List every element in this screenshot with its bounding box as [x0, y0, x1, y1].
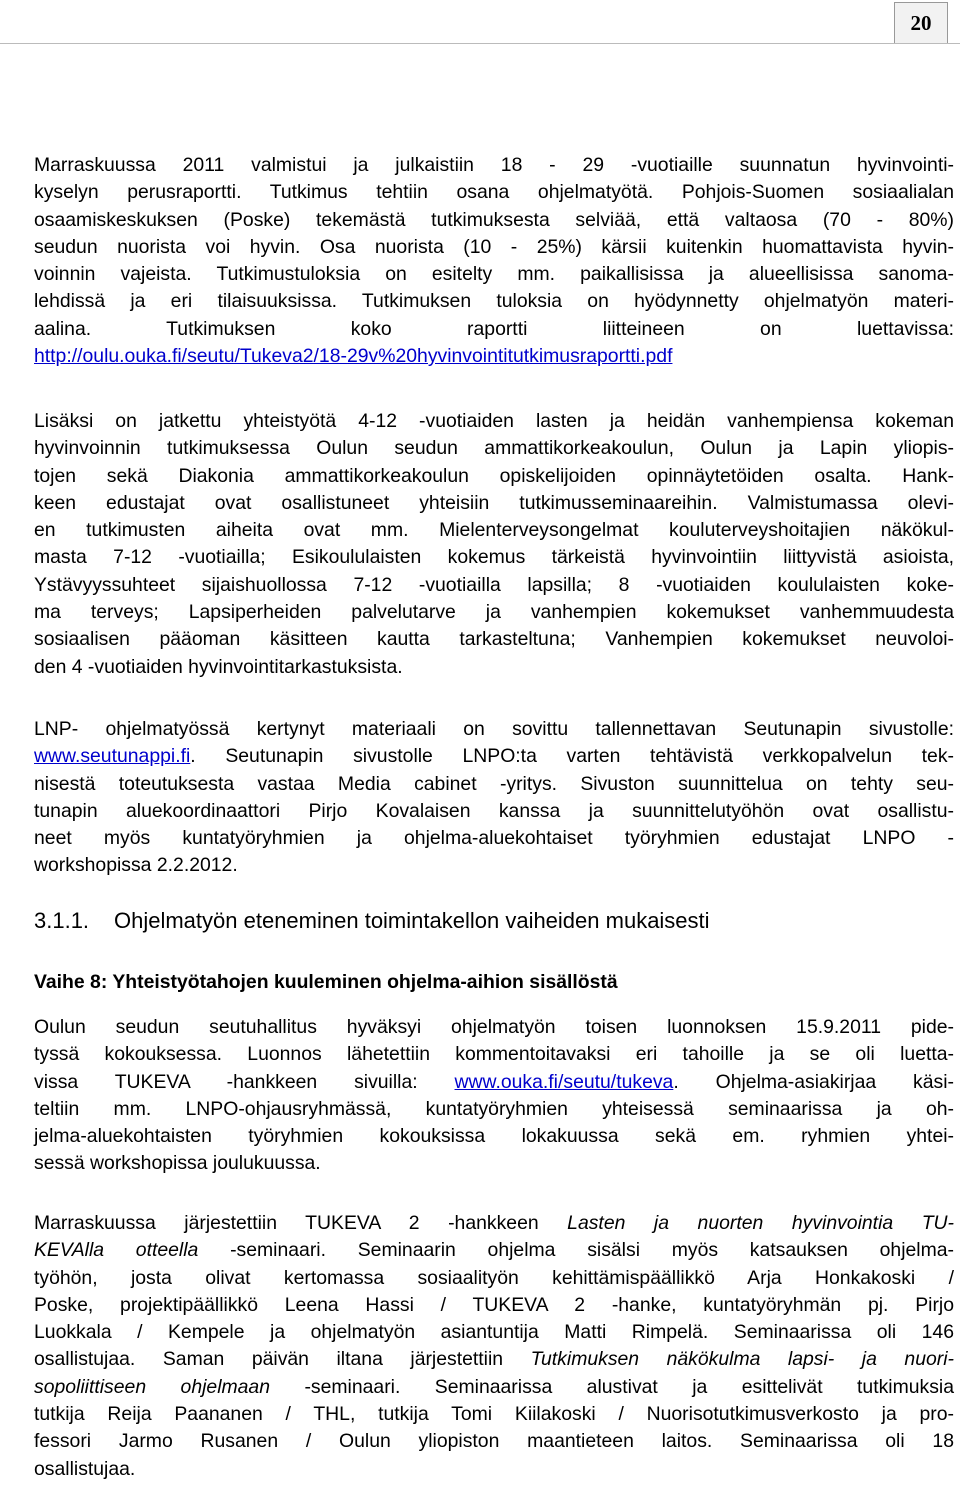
page-number: 20: [894, 2, 948, 44]
text-line: sessä workshopissa joulukuussa.: [34, 1152, 321, 1175]
text-line: voinnin vajeista. Tutkimustuloksia on esitelty mm. paikallisissa ja alueellisissa sanoma-: [34, 263, 954, 286]
text-span: . Ohjelma-asiakirjaa käsi-: [673, 1070, 954, 1093]
text-line: tunapin aluekoordinaattori Pirjo Kovalaisen kanssa ja suunnittelutyöhön ovat osallistu-: [34, 799, 954, 822]
text-line: en tutkimusten aiheita ovat mm. Mielenterveysongelmat kouluterveyshoitajien näkökul-: [34, 519, 954, 542]
text-line: [34, 743, 954, 770]
paragraph-draft-review: [34, 1014, 954, 1178]
text-line: työhön, josta olivat kertomassa sosiaalityön kehittämispäällikkö Arja Honkakoski /: [34, 1266, 954, 1289]
phase-heading: Vaihe 8: Yhteistyötahojen kuuleminen ohjelma-aihion sisällöstä: [34, 971, 618, 993]
text-line: osallistujaa.: [34, 1457, 136, 1480]
seminar-title: Tutkimuksen näkökulma lapsi- ja nuori-: [530, 1348, 954, 1371]
text-line: Oulun seudun seutuhallitus hyväksyi ohjelmatyön toisen luonnoksen 15.9.2011 pide-: [34, 1016, 954, 1038]
text-line: Luokkala / Kempele ja ohjelmatyön asiantuntija Matti Rimpelä. Seminaarissa oli 146: [34, 1321, 954, 1344]
text-line: [34, 1069, 954, 1096]
paragraph-survey-report: [34, 152, 954, 370]
text-line: teltiin mm. LNPO-ohjausryhmässä, kuntatyöryhmien yhteisessä seminaarissa ja oh-: [34, 1097, 954, 1120]
tukeva-link[interactable]: www.ouka.fi/seutu/tukeva: [454, 1070, 674, 1093]
text-line: masta 7-12 -vuotiailla; Esikoululaisten kokemus tärkeistä hyvinvointiin liittyvistä asioista,: [34, 546, 954, 569]
text-line: aalina. Tutkimuksen koko raportti liitteineen on luettavissa:: [34, 317, 954, 340]
section-title: Ohjelmatyön eteneminen toimintakellon vaiheiden mukaisesti: [114, 908, 710, 933]
report-pdf-link[interactable]: http://oulu.ouka.fi/seutu/Tukeva2/18-29v%20hyvinvointitutkimusraportti.pdf: [34, 345, 673, 368]
text-line: hyvinvoinnin tutkimuksessa Oulun seudun ammattikorkeakoulun, Oulun ja Lapin yliopis-: [34, 437, 954, 460]
text-line: seudun nuorista voi hyvin. Osa nuorista (10 - 25%) kärsii kuitenkin huomattavista hyvin-: [34, 235, 954, 258]
text-span: vissa TUKEVA -hankkeen sivuilla:: [34, 1070, 455, 1093]
header-divider: [0, 43, 960, 44]
text-span: -seminaari. Seminaarin ohjelma sisälsi myös katsauksen ohjelma-: [198, 1239, 955, 1262]
text-line: fessori Jarmo Rusanen / Oulun yliopiston maantieteen laitos. Seminaarissa oli 18: [34, 1430, 954, 1453]
text-line: osaamiskeskuksen (Poske) tekemästä tutkimuksesta selviää, että valtaosa (70 - 80%): [34, 208, 954, 231]
text-line: [34, 1346, 954, 1373]
text-line: [34, 1210, 954, 1237]
text-line: sosiaalisen pääoman käsitteen kautta tarkasteltuna; Vanhempien kokemukset neuvoloi-: [34, 628, 954, 651]
seminar-title: Lasten ja nuorten hyvinvointia TU-: [567, 1212, 954, 1234]
text-span: . Seutunapin sivustolle LNPO:ta varten tehtävistä verkkopalvelun tek-: [190, 745, 954, 768]
text-span: -seminaari. Seminaarissa alustivat ja esittelivät tutkimuksia: [270, 1375, 955, 1398]
text-line: Marraskuussa 2011 valmistui ja julkaistiin 18 - 29 -vuotiaille suunnatun hyvinvointi-: [34, 154, 954, 176]
text-span: osallistujaa. Saman päivän iltana järjestettiin: [34, 1348, 531, 1371]
text-line: tojen sekä Diakonia ammattikorkeakoulun opiskelijoiden opinnäytetöiden osalta. Hank-: [34, 464, 954, 487]
paragraph-research-cooperation: [34, 408, 954, 681]
text-line: tyssä kokouksessa. Luonnos lähetettiin kommentoitavaksi eri tahoille ja se oli luetta-: [34, 1043, 954, 1066]
text-line: LNP- ohjelmatyössä kertynyt materiaali on sovittu tallennettavan Seutunapin sivustolle:: [34, 718, 954, 740]
text-line: jelma-aluekohtaisten työryhmien kokouksissa lokakuussa sekä em. ryhmien yhtei-: [34, 1125, 954, 1148]
text-line: kyselyn perusraportti. Tutkimus tehtiin osana ohjelmatyötä. Pohjois-Suomen sosiaalialan: [34, 181, 954, 204]
text-line: lehdissä ja eri tilaisuuksissa. Tutkimuksen tuloksia on hyödynnetty ohjelmatyön materi-: [34, 290, 954, 313]
text-line: neet myös kuntatyöryhmien ja ohjelma-aluekohtaiset työryhmien edustajat LNPO -: [34, 827, 954, 850]
text-line: tutkija Reija Paananen / THL, tutkija Tomi Kiilakoski / Nuorisotutkimusverkosto ja pro-: [34, 1403, 954, 1426]
text-line: [34, 1374, 954, 1401]
text-line: Poske, projektipäällikkö Leena Hassi / TUKEVA 2 -hanke, kuntatyöryhmän pj. Pirjo: [34, 1293, 954, 1316]
section-number: 3.1.1.: [34, 908, 90, 933]
text-line: keen edustajat ovat osallistuneet yhteisiin tutkimusseminaareihin. Valmistumassa olevi-: [34, 491, 954, 514]
seutunappi-link[interactable]: www.seutunappi.fi: [34, 745, 191, 768]
text-line: den 4 -vuotiaiden hyvinvointitarkastuksista.: [34, 655, 403, 678]
text-line: nisestä toteutuksesta vastaa Media cabinet -yritys. Sivuston suunnittelua on tehty seu-: [34, 772, 954, 795]
paragraph-seutunappi: [34, 716, 954, 880]
text-line: workshopissa 2.2.2012.: [34, 854, 238, 877]
text-line: Lisäksi on jatkettu yhteistyötä 4-12 -vuotiaiden lasten ja heidän vanhempiensa kokeman: [34, 410, 954, 432]
text-span: Marraskuussa järjestettiin TUKEVA 2 -hankkeen: [34, 1212, 568, 1234]
text-line: [34, 1237, 954, 1264]
text-line: ma terveys; Lapsiperheiden palvelutarve ja vanhempien kokemukset vanhemmuudesta: [34, 601, 954, 624]
paragraph-seminars: [34, 1210, 954, 1483]
seminar-title: sopoliittiseen ohjelmaan: [34, 1375, 271, 1398]
text-line: Ystävyyssuhteet sijaishuollossa 7-12 -vuotiailla lapsilla; 8 -vuotiaiden koululaisten koke-: [34, 573, 954, 596]
section-heading: [34, 908, 710, 934]
seminar-title: KEVAlla otteella: [34, 1239, 199, 1262]
